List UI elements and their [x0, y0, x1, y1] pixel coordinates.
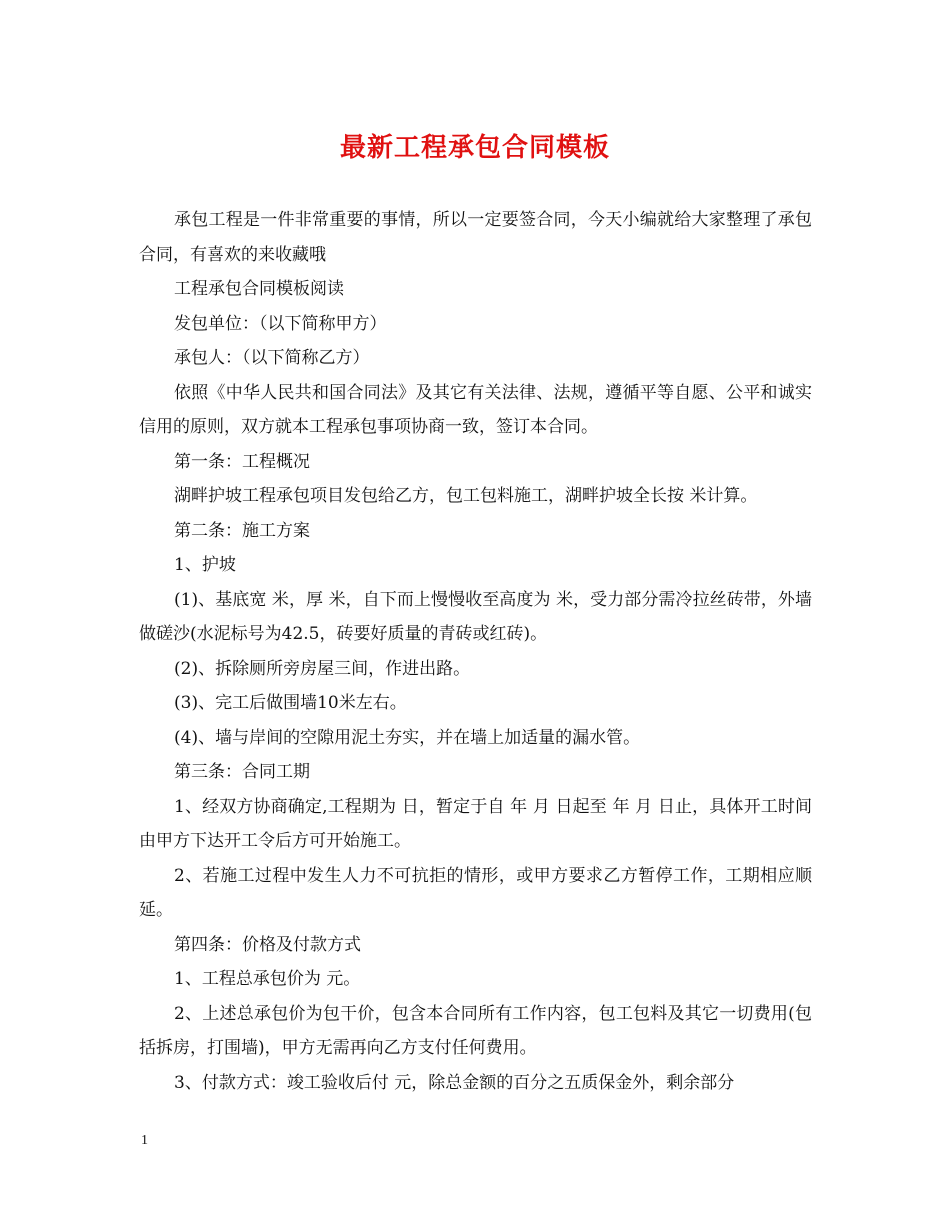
- paragraph-item: (4)、墙与岸间的空隙用泥土夯实，并在墙上加适量的漏水管。: [174, 727, 641, 748]
- document-title: 最新工程承包合同模板: [339, 133, 610, 163]
- paragraph-item: (3)、完工后做围墙10米左右。: [174, 693, 407, 713]
- paragraph-item: 2、若施工过程中发生人力不可抗拒的情形，或甲方要求乙方暂停工作，工期相应顺延。: [139, 865, 812, 920]
- paragraph-item: 1、工程总承包价为 元。: [174, 969, 361, 989]
- section-heading-3: 第三条：合同工期: [174, 762, 310, 782]
- paragraph-legal-basis: 依照《中华人民共和国合同法》及其它有关法律、法规，遵循平等自愿、公平和诚实信用的原则，双方就本工程承包事项协商一致，签订本合同。: [139, 382, 812, 437]
- paragraph-contractor: 承包人：（以下简称乙方）: [174, 348, 370, 368]
- document-body: [139, 203, 812, 1100]
- paragraph-item: 3、付款方式：竣工验收后付 元，除总金额的百分之五质保金外，剩余部分: [174, 1072, 735, 1093]
- section-heading-1: 第一条：工程概况: [174, 451, 310, 472]
- paragraph-employer: 发包单位：（以下简称甲方）: [174, 313, 387, 334]
- paragraph-item: (2)、拆除厕所旁房屋三间，作进出路。: [174, 658, 471, 679]
- paragraph-intro: 承包工程是一件非常重要的事情，所以一定要签合同，今天小编就给大家整理了承包合同，有喜欢的来收藏哦: [139, 210, 812, 265]
- section-heading-2: 第二条：施工方案: [174, 520, 310, 541]
- paragraph-item: 1、护坡: [174, 555, 236, 575]
- page-number: 1: [141, 1133, 148, 1148]
- paragraph-item: 1、经双方协商确定,工程期为 日，暂定于自 年 月 日起至 年 月 日止，具体开工时间由甲方下达开工令后方可开始施工。: [139, 796, 812, 851]
- section-heading-4: 第四条：价格及付款方式: [174, 934, 361, 955]
- paragraph-item: 2、上述总承包价为包干价，包含本合同所有工作内容，包工包料及其它一切费用(包括拆房，打围墙)，甲方无需再向乙方支付任何费用。: [139, 1003, 812, 1058]
- paragraph-overview: 湖畔护坡工程承包项目发包给乙方，包工包料施工，湖畔护坡全长按 米计算。: [174, 486, 758, 506]
- paragraph-item: (1)、基底宽 米，厚 米，自下而上慢慢收至高度为 米，受力部分需冷拉丝砖带，外墙做磋沙(水泥标号为42.5，砖要好质量的青砖或红砖)。: [139, 589, 812, 644]
- paragraph-heading-template: 工程承包合同模板阅读: [174, 279, 344, 299]
